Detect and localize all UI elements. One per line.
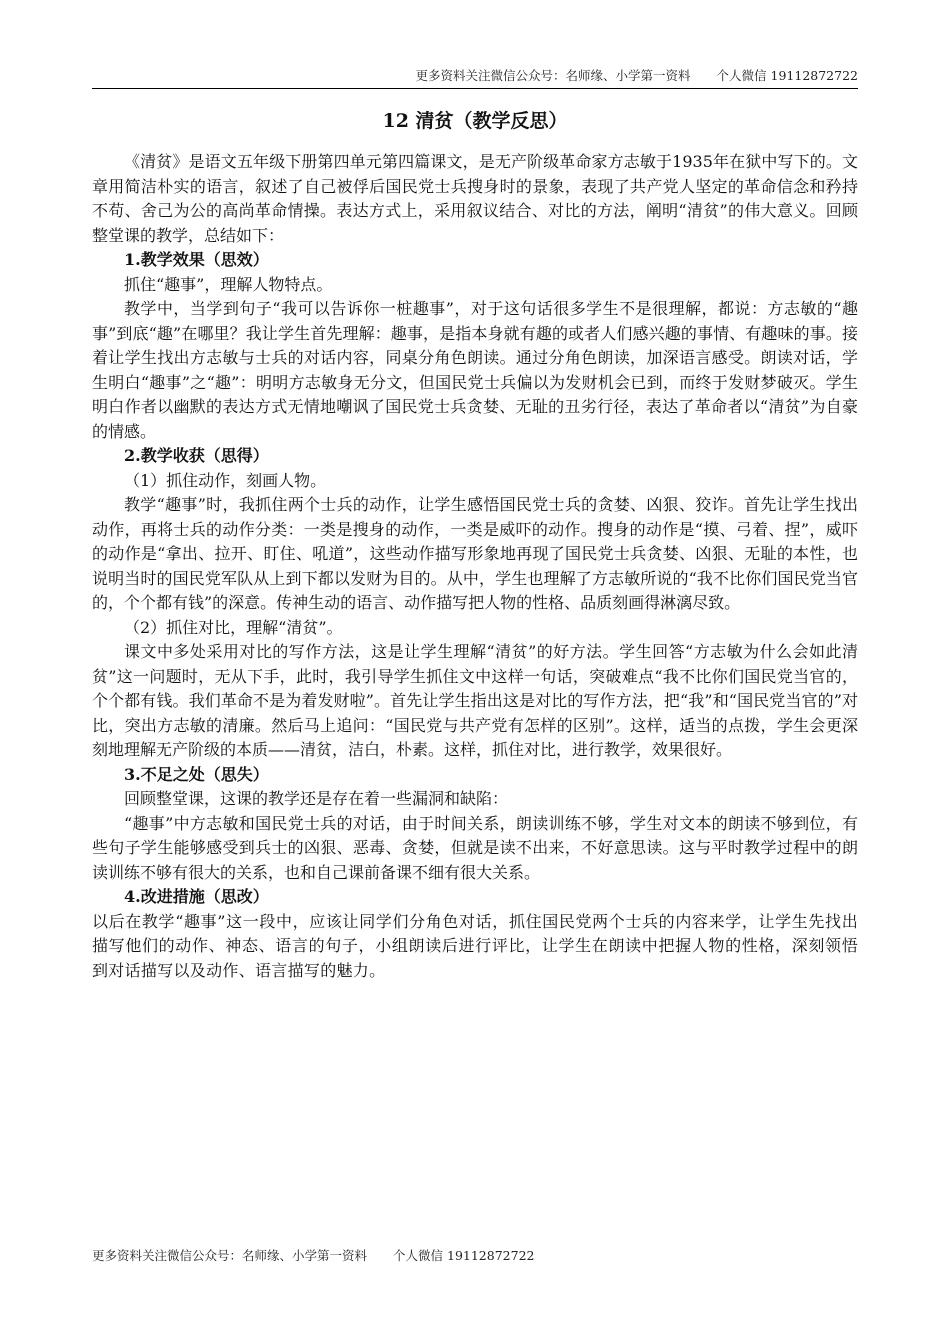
section4-heading: 4.改进措施（思改） [124,887,269,906]
section3-paragraph-2: “趣事”中方志敏和国民党士兵的对话，由于时间关系，朗读训练不够，学生对文本的朗读不够到位，有些句子学生能够感受到兵士的凶狠、恶毒、贪婪，但就是读不出来，不好意思读。这与平时教学过程中的朗读训练不够有很大的关系，也和自己课前备课不细有很大关系。 [92,813,858,882]
section3-paragraph-1: 回顾整堂课，这课的教学还是存在着一些漏洞和缺陷： [124,789,509,808]
header-wechat: 个人微信 19112872722 [716,68,858,83]
page-title: 12 清贫（教学反思） [382,110,568,132]
document-body [92,150,858,983]
section2-subheading-2: （2）抓住对比，理解“清贫”。 [124,617,343,637]
header-notice: 更多资料关注微信公众号：名师缘、小学第一资料 [415,68,691,83]
page-footer [92,1246,534,1264]
section1-paragraph-1: 抓住“趣事”，理解人物特点。 [124,274,333,294]
intro-paragraph: 《清贫》是语文五年级下册第四单元第四篇课文，是无产阶级革命家方志敏于1935年在狱中写下的。文章用简洁朴实的语言，叙述了自己被俘后国民党士兵搜身时的景象，表现了共产党人坚定的革命信念和矜持不苟、舍己为公的高尚革命情操。表达方式上，采用叙议结合、对比的方法，阐明“清贫”的伟大意义。回顾整堂课的教学，总结如下： [92,152,858,245]
page-header [92,66,858,89]
section2-paragraph-1: 教学“趣事”时，我抓住两个士兵的动作，让学生感悟国民党士兵的贪婪、凶狠、狡诈。首先让学生找出动作，再将士兵的动作分类：一类是搜身的动作，一类是威吓的动作。搜身的动作是“摸、弓着、捏”，威吓的动作是“拿出、拉开、盯住、吼道”，这些动作描写形象地再现了国民党士兵贪婪、凶狠、无耻的本性，也说明当时的国民党军队从上到下都以发财为目的。从中，学生也理解了方志敏所说的“我不比你们国民党当官的，个个都有钱”的深意。传神生动的语言、动作描写把人物的性格、品质刻画得淋漓尽致。 [92,495,858,612]
section2-paragraph-2: 课文中多处采用对比的写作方法，这是让学生理解“清贫”的好方法。学生回答“方志敏为什么会如此清贫”这一问题时，无从下手，此时，我引导学生抓住文中这样一句话，突破难点“我不比你们国民党当官的，个个都有钱。我们革命不是为着发财啦”。首先让学生指出这是对比的写作方法，把“我”和“国民党当官的”对比，突出方志敏的清廉。然后马上追问：“国民党与共产党有怎样的区别”。这样，适当的点拨，学生会更深刻地理解无产阶级的本质——清贫，洁白，朴素。这样，抓住对比，进行教学，效果很好。 [92,642,858,759]
section1-heading: 1.教学效果（思效） [124,250,269,269]
section1-paragraph-2: 教学中，当学到句子“我可以告诉你一桩趣事”，对于这句话很多学生不是很理解，都说：方志敏的“趣事”到底“趣”在哪里？我让学生首先理解：趣事，是指本身就有趣的或者人们感兴趣的事情、有趣味的事。接着让学生找出方志敏与士兵的对话内容，同桌分角色朗读。通过分角色朗读，加深语言感受。朗读对话，学生明白“趣事”之“趣”：明明方志敏身无分文，但国民党士兵偏以为发财机会已到，而终于发财梦破灭。学生明白作者以幽默的表达方式无情地嘲讽了国民党士兵贪婪、无耻的丑劣行径，表达了革命者以“清贫”为自豪的情感。 [92,299,858,441]
footer-wechat: 个人微信 19112872722 [393,1248,535,1263]
section2-heading: 2.教学收获（思得） [124,446,269,465]
section4-paragraph-1: 以后在教学“趣事”这一段中，应该让同学们分角色对话，抓住国民党两个士兵的内容来学，让学生先找出描写他们的动作、神态、语言的句子，小组朗读后进行评比，让学生在朗读中把握人物的性格，深刻领悟到对话描写以及动作、语言描写的魅力。 [92,911,858,980]
footer-notice: 更多资料关注微信公众号：名师缘、小学第一资料 [92,1248,368,1263]
section3-heading: 3.不足之处（思失） [124,764,269,784]
section2-subheading-1: （1）抓住动作，刻画人物。 [124,470,327,490]
